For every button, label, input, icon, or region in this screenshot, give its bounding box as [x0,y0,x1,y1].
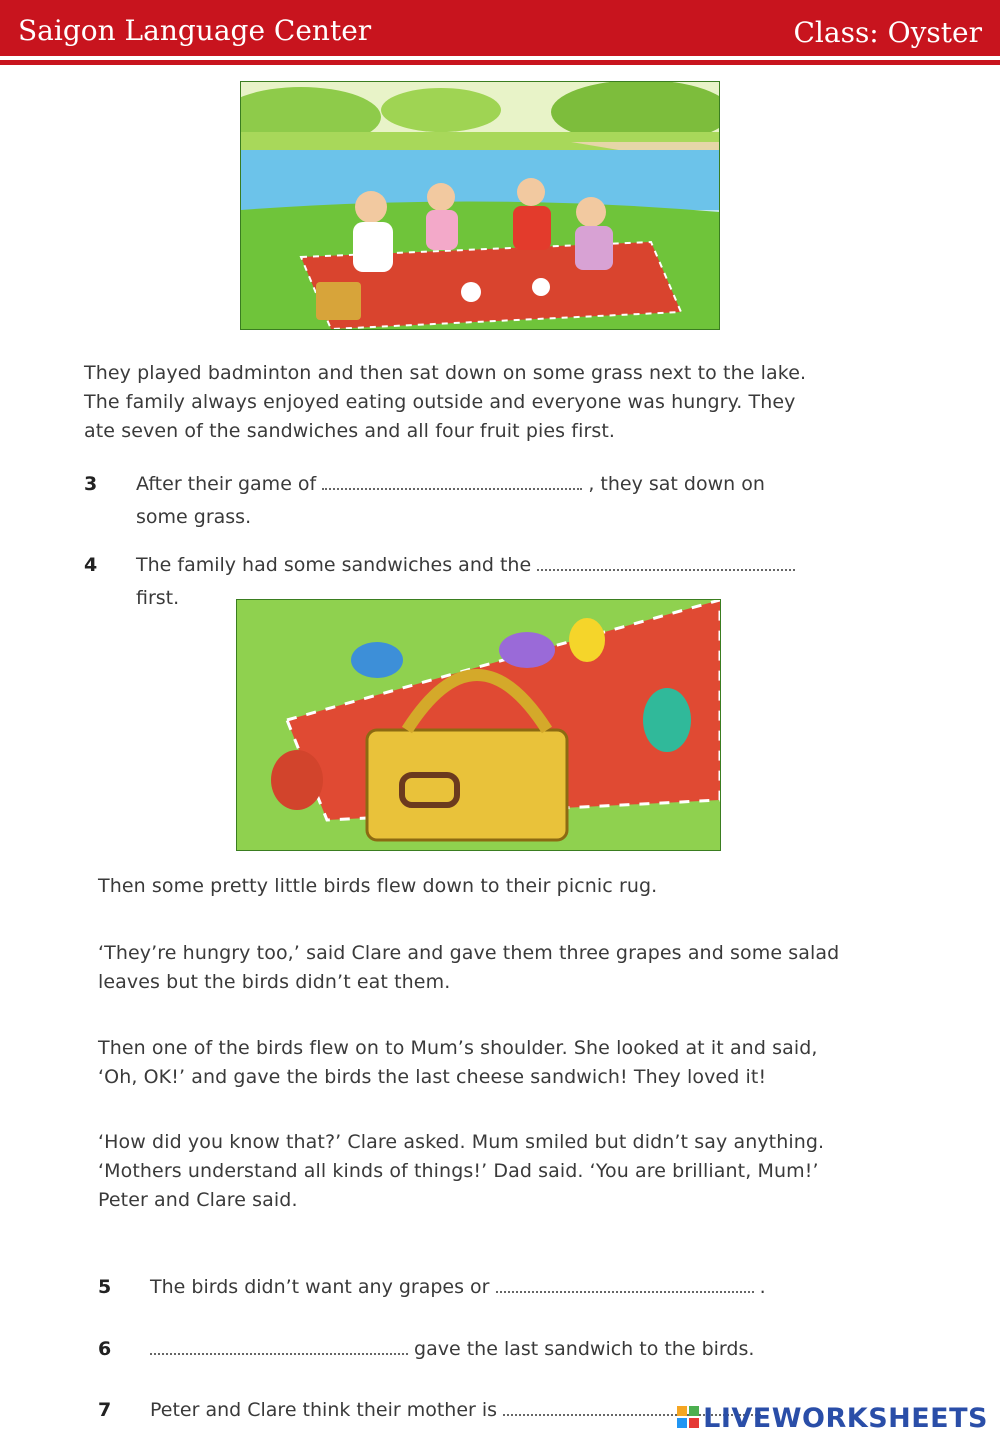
passage-4: Then one of the birds flew on to Mum’s shoulder. She looked at it and said, ‘Oh, OK!’ and gave the birds the last cheese sandwich! They loved it! [98,1037,818,1088]
answer-blank[interactable] [150,1333,408,1355]
answer-blank[interactable] [496,1271,754,1293]
watermark-text: LIVEWORKSHEETS [703,1403,988,1434]
question-number: 5 [98,1276,112,1298]
header-divider [0,60,1000,65]
question-text: The family had some sandwiches and the [136,554,532,576]
question-text: After their game of [136,473,317,495]
question-number: 4 [84,554,98,576]
question-number: 6 [98,1338,112,1360]
liveworksheets-logo-icon [677,1404,699,1435]
question-number: 3 [84,473,98,495]
school-name: Saigon Language Center [18,14,372,47]
question-text-line2: some grass. [136,506,252,528]
class-label: Class: Oyster [793,16,982,49]
passage-2: Then some pretty little birds flew down to their picnic rug. [98,875,658,897]
question-text: gave the last sandwich to the birds. [414,1338,755,1360]
question-text: , they sat down on [588,473,765,495]
question-text: The birds didn’t want any grapes or [150,1276,490,1298]
answer-blank[interactable] [537,549,795,571]
answer-blank[interactable] [322,468,582,490]
question-3 [84,468,844,534]
birds-basket-illustration [236,599,721,851]
question-5 [98,1271,858,1304]
passage-5: ‘How did you know that?’ Clare asked. Mum smiled but didn’t say anything. ‘Mothers understand all kinds of things!’ Dad said. ‘You are brilliant, Mum!’ Peter and Clare said. [98,1131,825,1211]
question-text: Peter and Clare think their mother is [150,1399,498,1421]
passage-3: ‘They’re hungry too,’ said Clare and gave them three grapes and some salad leaves but the birds didn’t eat them. [98,942,840,993]
question-text-line2: first. [136,587,180,609]
picnic-family-illustration [240,81,720,330]
question-text: . [759,1276,766,1298]
question-number: 7 [98,1399,112,1421]
question-6 [98,1333,858,1366]
liveworksheets-watermark [677,1403,988,1437]
passage-1: They played badminton and then sat down on some grass next to the lake. The family always enjoyed eating outside and everyone was hungry. They ate seven of the sandwiches and all four fruit pies first. [84,362,807,442]
header-bar [0,0,1000,56]
